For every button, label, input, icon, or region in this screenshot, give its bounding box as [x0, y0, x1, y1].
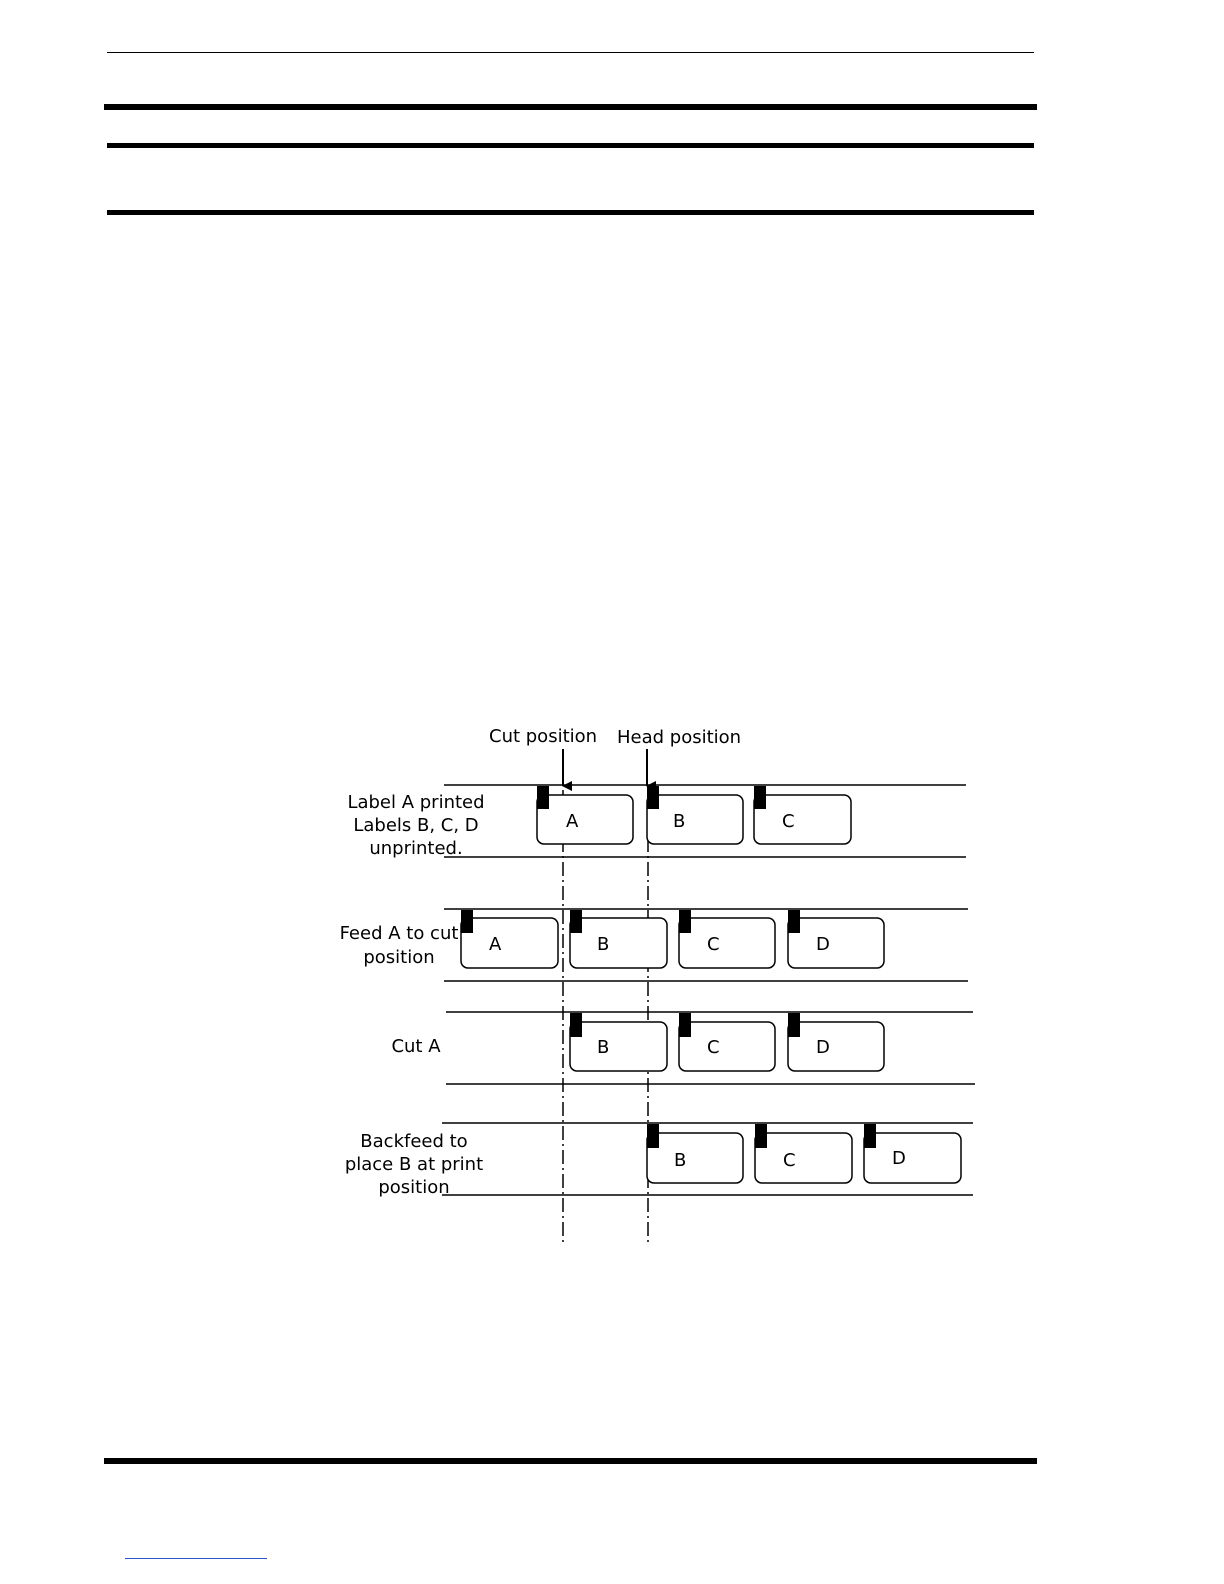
step-4-desc-line-1: Backfeed to [360, 1131, 468, 1152]
cut-position-caption: Cut position [489, 726, 598, 747]
step-1-desc-line-1: Label A printed [347, 792, 485, 813]
black-mark [755, 1124, 767, 1148]
label-letter: B [597, 934, 610, 955]
black-mark [537, 786, 549, 809]
black-mark [754, 786, 766, 809]
label-letter: B [674, 1150, 687, 1171]
label-card [537, 786, 633, 844]
label-card [679, 1013, 775, 1071]
step-1-row [347, 785, 966, 859]
label-card [461, 910, 558, 968]
label-card [679, 910, 775, 968]
label-card [647, 1124, 743, 1183]
step-3-row [391, 1012, 975, 1084]
label-letter: D [892, 1148, 906, 1169]
step-4-desc-line-2: place B at print [344, 1154, 484, 1175]
label-letter: C [783, 1150, 796, 1171]
black-mark [788, 910, 800, 933]
label-card [570, 1013, 667, 1071]
label-letter: C [782, 811, 795, 832]
black-mark [570, 1013, 582, 1037]
step-2-row [340, 909, 968, 981]
label-card [570, 910, 667, 968]
label-letter: C [707, 1037, 720, 1058]
label-letter: B [597, 1037, 610, 1058]
step-1-desc-line-3: unprinted. [369, 838, 463, 859]
step-4-row [345, 1123, 973, 1198]
label-letter: B [673, 811, 686, 832]
black-mark [679, 910, 691, 933]
black-mark [788, 1013, 800, 1037]
step-2-desc-line-1: Feed A to cut [339, 923, 459, 944]
label-letter: A [489, 934, 502, 955]
label-letter: D [816, 1037, 830, 1058]
label-letter: D [816, 934, 830, 955]
label-letter: C [707, 934, 720, 955]
step-2-desc-line-2: position [363, 947, 435, 968]
black-mark [864, 1124, 876, 1148]
black-mark [679, 1013, 691, 1037]
label-card [864, 1124, 961, 1183]
black-mark [647, 1124, 659, 1148]
black-mark [570, 910, 582, 933]
label-card [647, 786, 743, 844]
label-card [755, 1124, 852, 1183]
step-3-desc-line-1: Cut A [391, 1036, 441, 1057]
step-1-desc-line-2: Labels B, C, D [353, 815, 479, 836]
label-letter: A [566, 811, 579, 832]
label-card [788, 1013, 884, 1071]
label-card [754, 786, 851, 844]
step-4-desc-line-3: position [378, 1177, 450, 1198]
black-mark [461, 910, 473, 933]
label-card [788, 910, 884, 968]
head-position-caption: Head position [617, 727, 742, 748]
black-mark [647, 786, 659, 809]
